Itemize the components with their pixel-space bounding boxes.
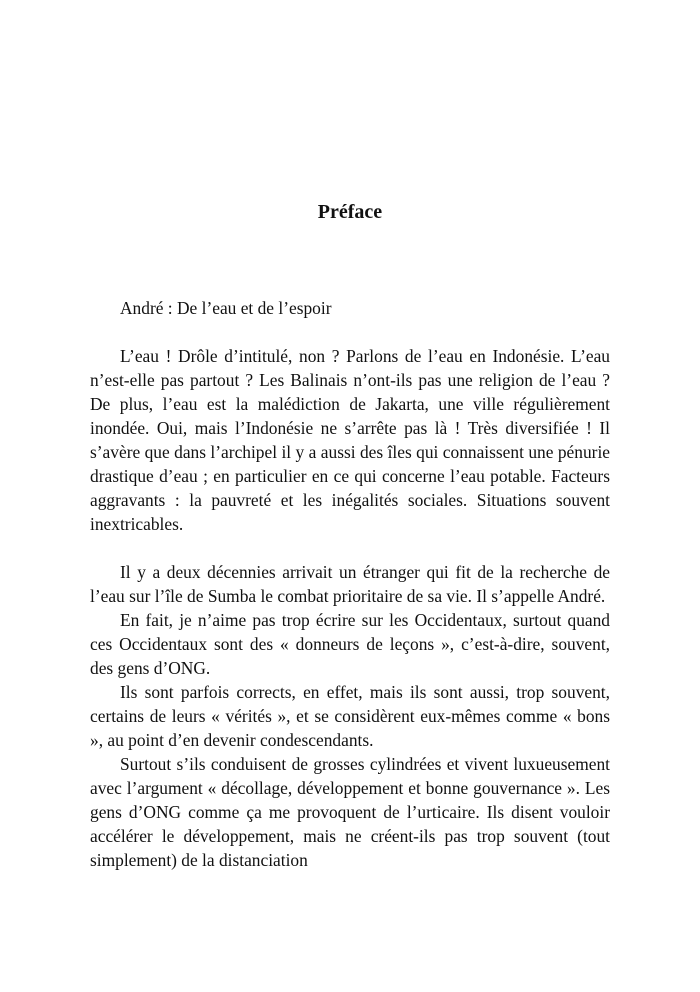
paragraph: Il y a deux décennies arrivait un étranger qui fit de la recherche de l’eau sur l’île de Sumba le combat prioritaire de sa vie. Il s’appelle André. xyxy=(90,562,610,606)
page-title: Préface xyxy=(317,201,383,223)
paragraph: En fait, je n’aime pas trop écrire sur les Occidentaux, surtout quand ces Occidentaux sont des « donneurs de leçons », c’est-à-dire, souvent, des gens d’ONG. xyxy=(90,610,610,678)
section-subtitle: André : De l’eau et de l’espoir xyxy=(120,298,332,318)
paragraph: Surtout s’ils conduisent de grosses cylindrées et vivent luxueusement avec l’argument « décollage, développement et bonne gouvernance ». Les gens d’ONG comme ça me provoquent de l’urticaire. Ils disent vouloir accélérer le développement, mais ne créent-ils pas trop souvent (tout simplement) de la distanciation xyxy=(90,754,610,870)
paragraph: L’eau ! Drôle d’intitulé, non ? Parlons de l’eau en Indonésie. L’eau n’est-elle pas partout ? Les Balinais n’ont-ils pas une religion de l’eau ? De plus, l’eau est la malédiction de Jakarta, une ville régulièrement inondée. Oui, mais l’Indonésie ne s’arrête pas là ! Très diversifiée ! Il s’avère que dans l’archipel il y a aussi des îles qui connaissent une pénurie drastique d’eau ; en particulier en ce qui concerne l’eau potable. Facteurs aggravants : la pauvreté et les inégalités sociales. Situations souvent inextricables. xyxy=(90,346,610,534)
body-text xyxy=(90,296,610,872)
paragraph: Ils sont parfois corrects, en effet, mais ils sont aussi, trop souvent, certains de leurs « vérités », et se considèrent eux-mêmes comme « bons », au point d’en devenir condescendants. xyxy=(90,682,610,750)
